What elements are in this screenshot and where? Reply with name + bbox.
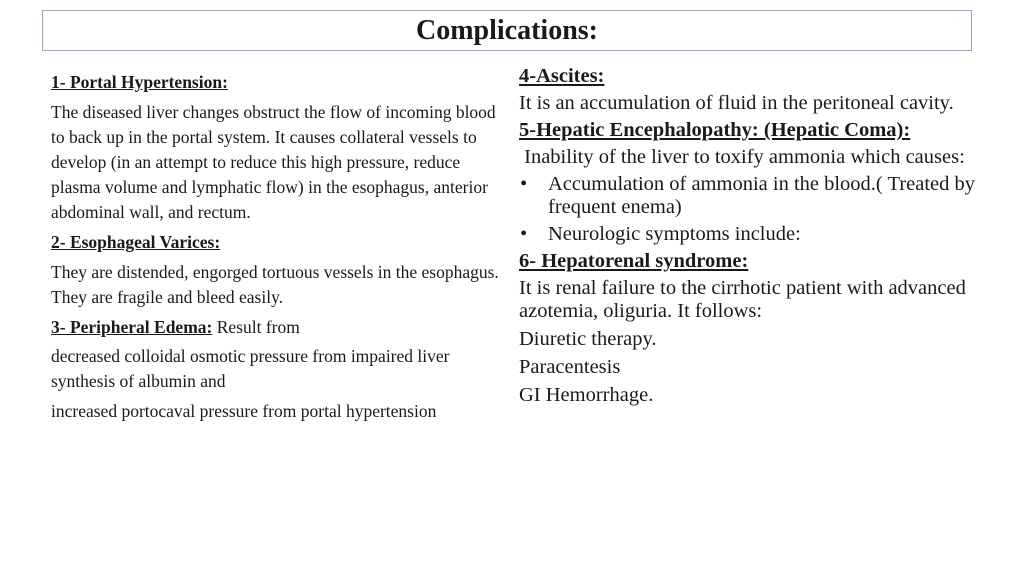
left-column [51, 70, 501, 429]
slide-title: Complications: [416, 14, 598, 46]
esophageal-varices-heading: 2- Esophageal Varices: [51, 232, 221, 252]
hepatorenal-syndrome-text: It is renal failure to the cirrhotic patient with advanced azotemia, oliguria. It follows: [519, 277, 966, 322]
portal-hypertension-heading: 1- Portal Hypertension: [51, 72, 228, 92]
peripheral-edema-text-2: increased portocaval pressure from portal hypertension [51, 401, 437, 421]
ascites-text: It is an accumulation of fluid in the peritoneal cavity. [519, 92, 954, 114]
peripheral-edema-heading: 3- Peripheral Edema: [51, 317, 213, 337]
hepatorenal-line-diuretic: Diuretic therapy. [519, 328, 657, 350]
title-box [42, 10, 972, 51]
portal-hypertension-text: The diseased liver changes obstruct the flow of incoming blood to back up in the portal system. It causes collateral vessels to develop (in an attempt to reduce this high pressure, reduce plasma volume and lymphatic flow) in the esophagus, anterior abdominal wall, and rectum. [51, 102, 496, 222]
hepatorenal-syndrome-heading: 6- Hepatorenal syndrome: [519, 250, 749, 272]
hepatic-encephalopathy-text: Inability of the liver to toxify ammonia which causes: [519, 146, 965, 168]
list-item: • Neurologic symptoms include: [548, 223, 999, 246]
peripheral-edema-text-1: decreased colloidal osmotic pressure from impaired liver synthesis of albumin and [51, 346, 450, 391]
hepatic-encephalopathy-list [519, 173, 999, 246]
hepatorenal-line-gi-hemorrhage: GI Hemorrhage. [519, 384, 654, 406]
ascites-heading: 4-Ascites: [519, 65, 605, 87]
right-column [519, 65, 999, 407]
peripheral-edema-line [51, 315, 501, 340]
peripheral-edema-inline: Result from [212, 317, 300, 337]
hepatorenal-line-paracentesis: Paracentesis [519, 356, 621, 378]
hepatic-encephalopathy-heading: 5-Hepatic Encephalopathy: (Hepatic Coma): [519, 119, 911, 141]
list-item: • Accumulation of ammonia in the blood.( Treated by frequent enema) [548, 173, 999, 219]
esophageal-varices-text: They are distended, engorged tortuous vessels in the esophagus. They are fragile and bleed easily. [51, 262, 499, 307]
